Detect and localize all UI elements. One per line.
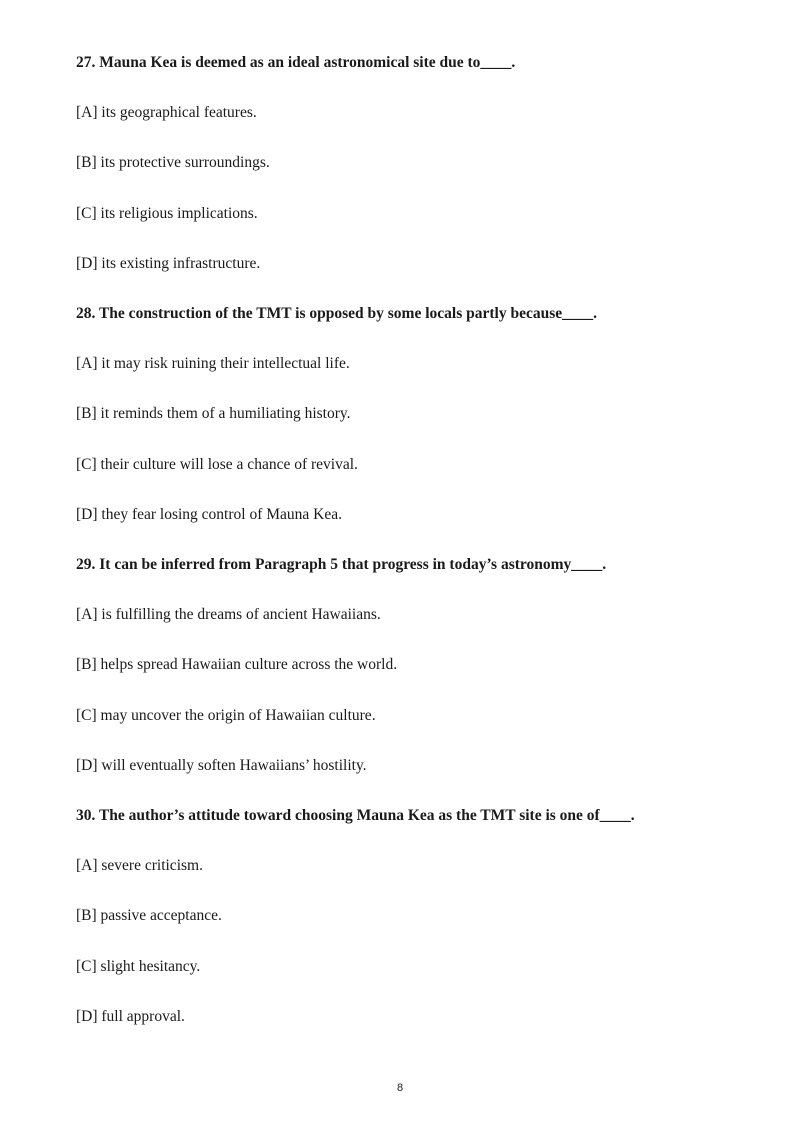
question-30-option-d: [D] full approval. [76, 1008, 185, 1025]
question-27-option-a: [A] its geographical features. [76, 104, 257, 121]
page-number: 8 [396, 1082, 404, 1094]
question-29-option-c: [C] may uncover the origin of Hawaiian culture. [76, 707, 376, 724]
question-29-option-a: [A] is fulfilling the dreams of ancient Hawaiians. [76, 606, 381, 623]
question-28-option-c: [C] their culture will lose a chance of revival. [76, 456, 358, 473]
question-27-stem: 27. Mauna Kea is deemed as an ideal astronomical site due to____. [76, 54, 516, 71]
question-30-option-a: [A] severe criticism. [76, 857, 203, 874]
question-27-option-c: [C] its religious implications. [76, 205, 258, 222]
question-30-option-b: [B] passive acceptance. [76, 907, 222, 924]
question-30-stem: 30. The author’s attitude toward choosing Mauna Kea as the TMT site is one of____. [76, 807, 635, 824]
question-29-option-b: [B] helps spread Hawaiian culture across the world. [76, 656, 398, 673]
question-27-option-d: [D] its existing infrastructure. [76, 255, 261, 272]
question-28-option-d: [D] they fear losing control of Mauna Kea. [76, 506, 342, 523]
question-28-option-a: [A] it may risk ruining their intellectual life. [76, 355, 350, 372]
question-30-option-c: [C] slight hesitancy. [76, 958, 201, 975]
question-28-option-b: [B] it reminds them of a humiliating history. [76, 405, 351, 422]
question-28-stem: 28. The construction of the TMT is opposed by some locals partly because____. [76, 305, 597, 322]
question-29-option-d: [D] will eventually soften Hawaiians’ hostility. [76, 757, 367, 774]
question-27-option-b: [B] its protective surroundings. [76, 154, 270, 171]
question-29-stem: 29. It can be inferred from Paragraph 5 that progress in today’s astronomy____. [76, 556, 607, 573]
